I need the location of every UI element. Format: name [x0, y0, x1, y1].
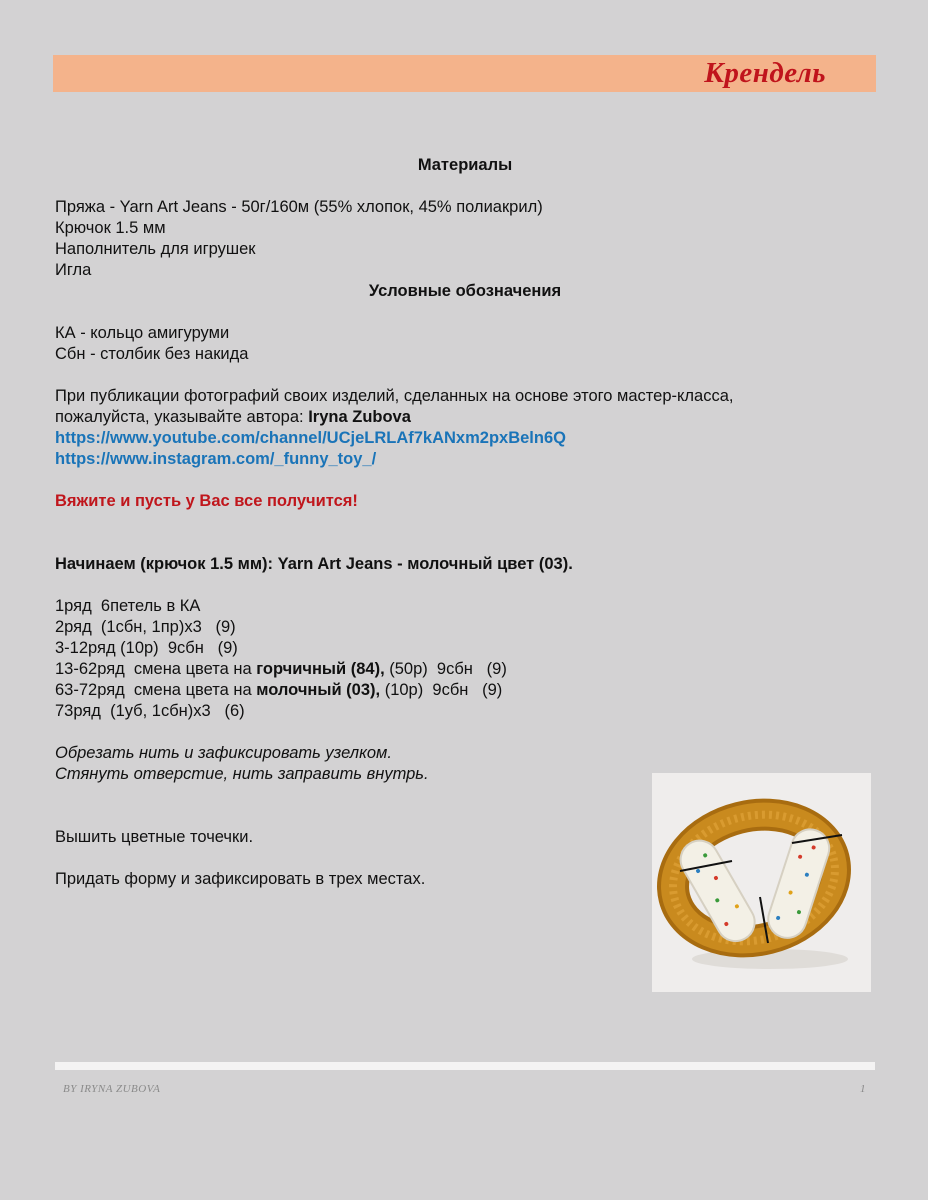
- start-heading: Начинаем (крючок 1.5 мм): Yarn Art Jeans - молочный цвет (03).: [55, 555, 573, 573]
- row-instruction: 73ряд (1уб, 1сбн)х3 (6): [55, 702, 245, 720]
- legend-item: КА - кольцо амигуруми: [55, 324, 230, 342]
- page-number: 1: [860, 1083, 866, 1095]
- row-color: молочный (03),: [256, 681, 381, 699]
- footer-author: BY IRYNA ZUBOVA: [63, 1083, 161, 1095]
- row-instruction: 3-12ряд (10р) 9сбн (9): [55, 639, 238, 657]
- credit-text: При публикации фотографий своих изделий, сделанных на основе этого мастер-класса,: [55, 387, 734, 405]
- row-text: 63-72ряд смена цвета на: [55, 681, 257, 699]
- material-item: Крючок 1.5 мм: [55, 219, 166, 237]
- footer-divider: [55, 1062, 875, 1070]
- page-title: Крендель: [704, 57, 826, 89]
- pretzel-illustration: [652, 773, 871, 992]
- pretzel-photo: [652, 773, 871, 992]
- instagram-link[interactable]: https://www.instagram.com/_funny_toy_/: [55, 450, 377, 468]
- legend-heading: Условные обозначения: [368, 282, 562, 300]
- legend-item: Сбн - столбик без накида: [55, 345, 249, 363]
- row-text: (10р) 9сбн (9): [380, 681, 503, 699]
- row-text: (50р) 9сбн (9): [384, 660, 507, 678]
- row-color: горчичный (84),: [256, 660, 385, 678]
- materials-heading: Материалы: [417, 156, 513, 174]
- row-instruction: 2ряд (1сбн, 1пр)х3 (9): [55, 618, 236, 636]
- credit-prefix: пожалуйста, указывайте автора:: [55, 408, 309, 426]
- credit-text: [55, 407, 875, 428]
- row-instruction: [55, 659, 875, 680]
- material-item: Наполнитель для игрушек: [55, 240, 256, 258]
- wish-text: Вяжите и пусть у Вас все получится!: [55, 492, 358, 510]
- row-text: 13-62ряд смена цвета на: [55, 660, 257, 678]
- finish-text: Стянуть отверстие, нить заправить внутрь.: [55, 765, 429, 783]
- shape-text: Придать форму и зафиксировать в трех местах.: [55, 870, 426, 888]
- embroider-text: Вышить цветные точечки.: [55, 828, 254, 846]
- header-bar: [53, 55, 876, 92]
- row-instruction: [55, 680, 875, 701]
- material-item: Игла: [55, 261, 92, 279]
- row-instruction: 1ряд 6петель в КА: [55, 597, 201, 615]
- youtube-link[interactable]: https://www.youtube.com/channel/UCjeLRLAf7kANxm2pxBeln6Q: [55, 429, 566, 447]
- finish-text: Обрезать нить и зафиксировать узелком.: [55, 744, 392, 762]
- author-name: Iryna Zubova: [308, 408, 411, 426]
- material-item: Пряжа - Yarn Art Jeans - 50г/160м (55% хлопок, 45% полиакрил): [55, 198, 543, 216]
